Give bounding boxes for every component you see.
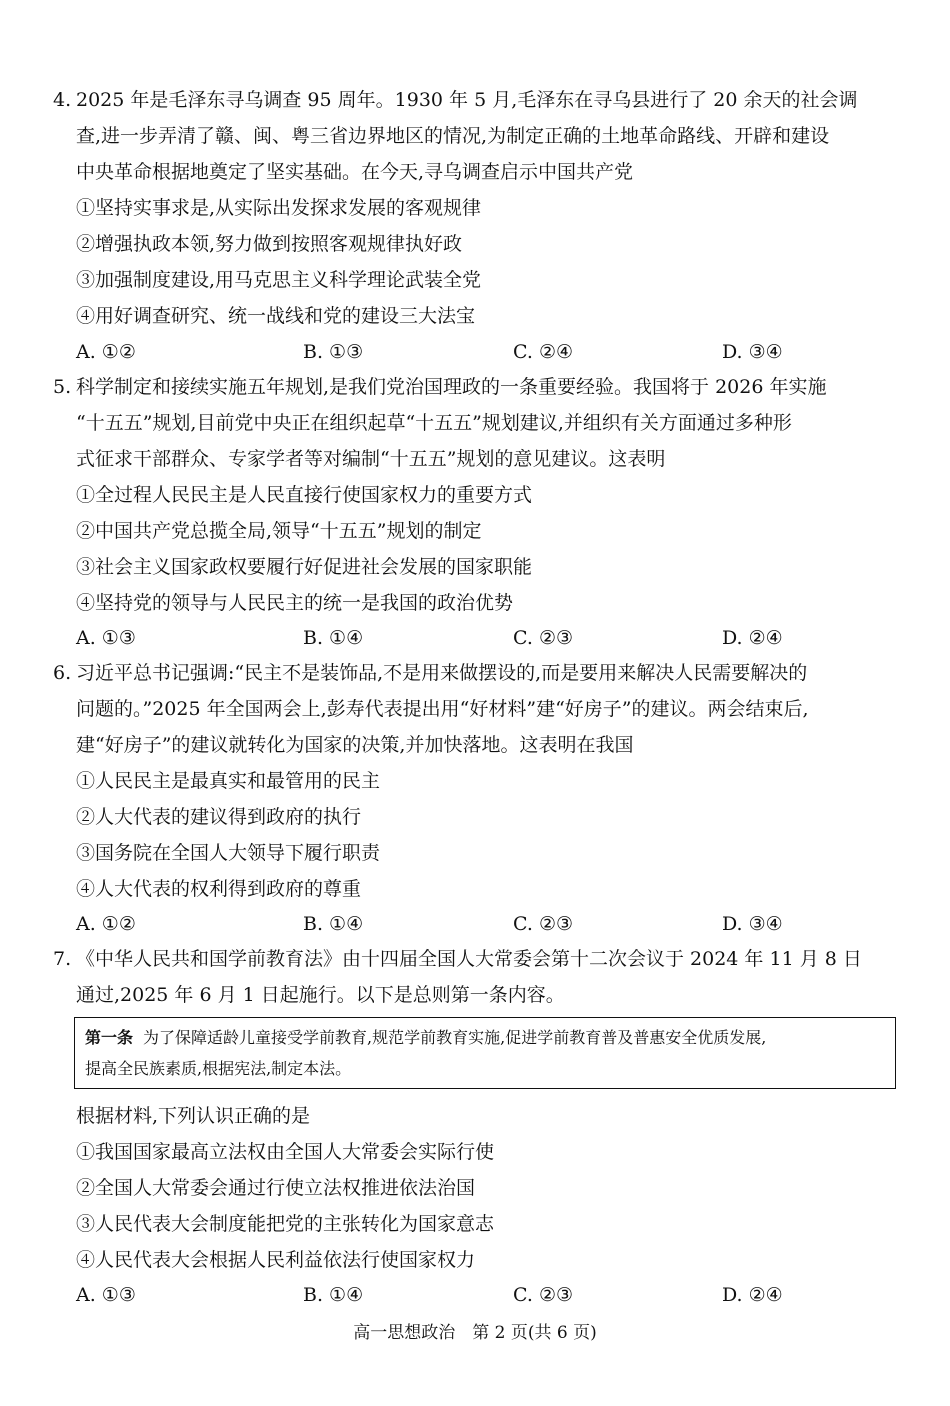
question-7-number: 7. xyxy=(53,948,72,970)
question-6-option-d: D. ③④ xyxy=(722,913,783,935)
question-4-stem-line: 2025 年是毛泽东寻乌调查 95 周年。1930 年 5 月,毛泽东在寻乌县进行了 20 余天的社会调 xyxy=(76,89,858,111)
question-7-option-a: A. ①③ xyxy=(76,1284,136,1306)
question-5-option-b: B. ①④ xyxy=(303,627,364,649)
page-footer: 高一思想政治 第 2 页(共 6 页) xyxy=(353,1323,597,1343)
question-7-item: ④人民代表大会根据人民利益依法行使国家权力 xyxy=(76,1249,476,1271)
question-7-stem-line: 《中华人民共和国学前教育法》由十四届全国人大常委会第十二次会议于 2024 年 11 月 8 日 xyxy=(76,948,862,970)
question-4-stem-line: 查,进一步弄清了赣、闽、粤三省边界地区的情况,为制定正确的土地革命路线、开辟和建设 xyxy=(76,125,830,147)
question-6-item: ③国务院在全国人大领导下履行职责 xyxy=(76,842,381,864)
question-6-item: ②人大代表的建议得到政府的执行 xyxy=(76,806,362,828)
question-4-item: ①坚持实事求是,从实际出发探求发展的客观规律 xyxy=(76,197,482,219)
question-6-option-b: B. ①④ xyxy=(303,913,364,935)
question-5-stem-line: 科学制定和接续实施五年规划,是我们党治国理政的一条重要经验。我国将于 2026 年实施 xyxy=(76,376,827,398)
question-4-item: ③加强制度建设,用马克思主义科学理论武装全党 xyxy=(76,269,482,291)
law-article-line xyxy=(85,1022,885,1053)
question-4-option-d: D. ③④ xyxy=(722,341,783,363)
question-7-stem-line: 通过,2025 年 6 月 1 日起施行。以下是总则第一条内容。 xyxy=(76,984,565,1006)
question-7-option-b: B. ①④ xyxy=(303,1284,364,1306)
question-6-stem-line: 建“好房子”的建议就转化为国家的决策,并加快落地。这表明在我国 xyxy=(76,734,634,756)
question-6-item: ①人民民主是最真实和最管用的民主 xyxy=(76,770,381,792)
question-6-option-c: C. ②③ xyxy=(513,913,574,935)
question-5-item: ②中国共产党总揽全局,领导“十五五”规划的制定 xyxy=(76,520,482,542)
law-article-line: 提高全民族素质,根据宪法,制定本法。 xyxy=(85,1059,352,1078)
question-5-number: 5. xyxy=(53,376,72,398)
question-6-number: 6. xyxy=(53,662,72,684)
law-article-box xyxy=(74,1017,896,1089)
question-5-option-c: C. ②③ xyxy=(513,627,574,649)
question-4-option-a: A. ①② xyxy=(76,341,136,363)
question-4-item: ④用好调查研究、统一战线和党的建设三大法宝 xyxy=(76,305,476,327)
question-5-stem-line: 式征求干部群众、专家学者等对编制“十五五”规划的意见建议。这表明 xyxy=(76,448,666,470)
question-7-prompt: 根据材料,下列认识正确的是 xyxy=(76,1105,311,1127)
question-6-item: ④人大代表的权利得到政府的尊重 xyxy=(76,878,362,900)
question-5-option-d: D. ②④ xyxy=(722,627,783,649)
question-5-item: ①全过程人民民主是人民直接行使国家权力的重要方式 xyxy=(76,484,533,506)
question-7-item: ②全国人大常委会通过行使立法权推进依法治国 xyxy=(76,1177,476,1199)
question-6-stem-line: 问题的。”2025 年全国两会上,彭寿代表提出用“好材料”建“好房子”的建议。两会结束后, xyxy=(76,698,809,720)
question-4-item: ②增强执政本领,努力做到按照客观规律执好政 xyxy=(76,233,463,255)
law-article-text: 为了保障适龄儿童接受学前教育,规范学前教育实施,促进学前教育普及普惠安全优质发展, xyxy=(143,1028,767,1047)
question-7-option-c: C. ②③ xyxy=(513,1284,574,1306)
question-5-item: ④坚持党的领导与人民民主的统一是我国的政治优势 xyxy=(76,592,514,614)
question-4-number: 4. xyxy=(53,89,72,111)
question-7-item: ①我国国家最高立法权由全国人大常委会实际行使 xyxy=(76,1141,495,1163)
question-4-option-c: C. ②④ xyxy=(513,341,574,363)
question-5-stem-line: “十五五”规划,目前党中央正在组织起草“十五五”规划建议,并组织有关方面通过多种形 xyxy=(76,412,792,434)
question-6-option-a: A. ①② xyxy=(76,913,136,935)
question-4-option-b: B. ①③ xyxy=(303,341,364,363)
question-5-item: ③社会主义国家政权要履行好促进社会发展的国家职能 xyxy=(76,556,533,578)
question-7-option-d: D. ②④ xyxy=(722,1284,783,1306)
question-4-stem-line: 中央革命根据地奠定了坚实基础。在今天,寻乌调查启示中国共产党 xyxy=(76,161,634,183)
question-7-item: ③人民代表大会制度能把党的主张转化为国家意志 xyxy=(76,1213,495,1235)
question-5-option-a: A. ①③ xyxy=(76,627,136,649)
law-article-label: 第一条 xyxy=(85,1028,134,1047)
question-6-stem-line: 习近平总书记强调:“民主不是装饰品,不是用来做摆设的,而是要用来解决人民需要解决的 xyxy=(76,662,808,684)
